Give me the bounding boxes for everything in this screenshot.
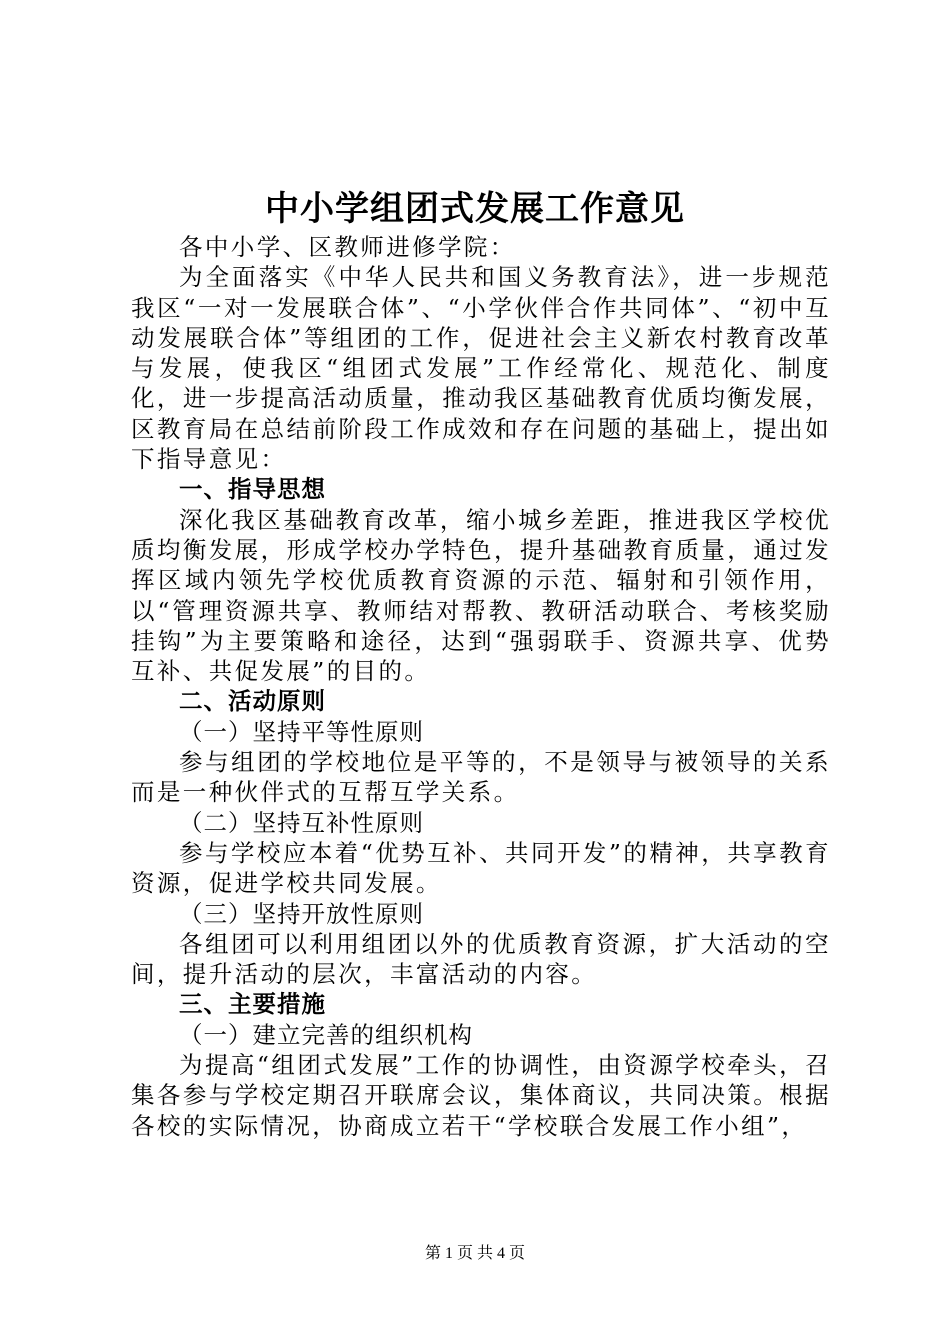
subheading-equality-principle: （一）坚持平等性原则 (179, 717, 424, 746)
subheading-complementarity-principle: （二）坚持互补性原则 (179, 808, 424, 837)
section-heading-main-measures: 三、主要措施 (179, 990, 326, 1019)
section-paragraph-guiding-ideology: 深化我区基础教育改革，缩小城乡差距，推进我区学校优质均衡发展，形成学校办学特色，提升基础教育质量，通过发挥区域内领先学校优质教育资源的示范、辐射和引领作用，以“管理资源共享、教师结对帮教、教研活动联合、考核奖励挂钩”为主要策略和途径，达到“强弱联手、资源共享、优势互补、共促发展”的目的。 (131, 505, 831, 686)
page-number-footer: 第 1 页 共 4 页 (424, 1245, 525, 1262)
intro-paragraph: 为全面落实《中华人民共和国义务教育法》，进一步规范我区“一对一发展联合体”、“小学伙伴合作共同体”、“初中互动发展联合体”等组团的工作，促进社会主义新农村教育改革与发展，使我区“组团式发展”工作经常化、规范化、制度化，进一步提高活动质量，推动我区基础教育优质均衡发展，区教育局在总结前阶段工作成效和存在问题的基础上，提出如下指导意见： (131, 263, 831, 474)
salutation: 各中小学、区教师进修学院： (179, 233, 516, 261)
subheading-organization: （一）建立完善的组织机构 (179, 1020, 473, 1049)
paragraph-openness-principle: 各组团可以利用组团以外的优质教育资源，扩大活动的空间，提升活动的层次，丰富活动的内容。 (131, 929, 831, 989)
document-title: 中小学组团式发展工作意见 (265, 189, 685, 229)
document-body (131, 232, 831, 1141)
section-heading-guiding-ideology: 一、指导思想 (179, 475, 326, 504)
subheading-openness-principle: （三）坚持开放性原则 (179, 899, 424, 928)
section-heading-activity-principles: 二、活动原则 (179, 687, 326, 716)
paragraph-complementarity-principle: 参与学校应本着“优势互补、共同开发”的精神，共享教育资源，促进学校共同发展。 (131, 838, 831, 898)
paragraph-organization: 为提高“组团式发展”工作的协调性，由资源学校牵头，召集各参与学校定期召开联席会议，集体商议，共同决策。根据各校的实际情况，协商成立若干“学校联合发展工作小组”， (131, 1051, 831, 1140)
paragraph-equality-principle: 参与组团的学校地位是平等的，不是领导与被领导的关系而是一种伙伴式的互帮互学关系。 (131, 748, 831, 807)
